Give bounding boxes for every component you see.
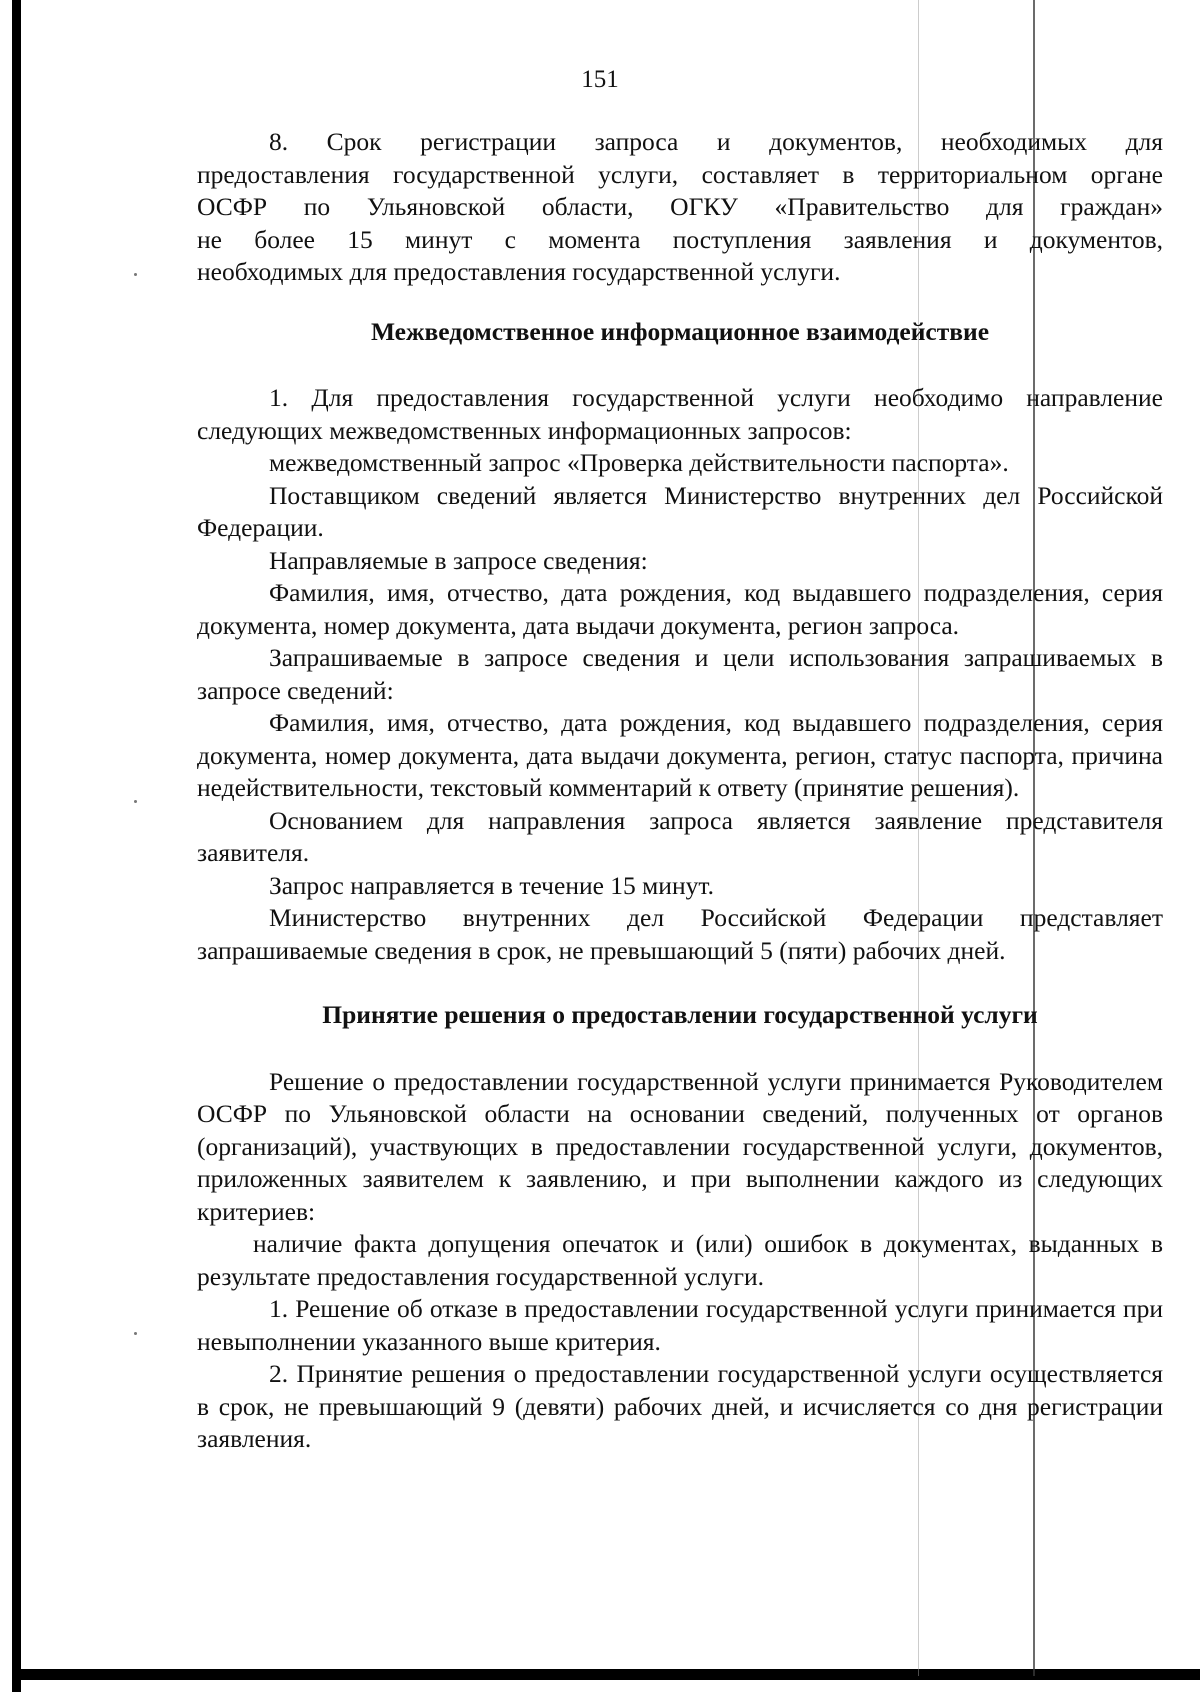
scan-speck <box>134 800 137 803</box>
scan-speck <box>134 1332 137 1335</box>
interagency-paragraph-8: Основанием для направления запроса является заявление представителя заявителя. <box>197 805 1163 867</box>
interagency-paragraph-10: Министерство внутренних дел Российской Федерации представляет запрашиваемые сведения в срок, не превышающий 5 (пяти) рабочих дней. <box>197 903 1163 965</box>
decision-paragraph-3: 1. Решение об отказе в предоставлении государственной услуги принимается при невыполнении указанного выше критерия. <box>197 1294 1163 1356</box>
page-number: 151 <box>581 66 619 93</box>
interagency-paragraph-1: 1. Для предоставления государственной услуги необходимо направление следующих межведомственных информационных запросов: <box>197 383 1163 445</box>
interagency-paragraph-2: межведомственный запрос «Проверка действительности паспорта». <box>269 448 1009 477</box>
decision-paragraph-2: наличие факта допущения опечаток и (или) ошибок в документах, выданных в результате предоставления государственной услуги. <box>197 1229 1163 1291</box>
decision-paragraph-4: 2. Принятие решения о предоставлении государственной услуги осуществляется в срок, не превышающий 9 (девяти) рабочих дней, и исчисляется со дня регистрации заявления. <box>197 1359 1163 1453</box>
scan-left-border <box>12 0 21 1692</box>
registration-line-2: предоставления государственной услуги, составляет в территориальном органе <box>197 159 1163 189</box>
registration-line-3: ОСФР по Ульяновской области, ОГКУ «Правительство для граждан» <box>197 192 1163 221</box>
interagency-paragraph-4: Направляемые в запросе сведения: <box>269 545 648 575</box>
registration-line-1: 8. Срок регистрации запроса и документов, необходимых для <box>269 127 1163 156</box>
heading-decision: Принятие решения о предоставлении государственной услуги <box>322 1000 1038 1029</box>
scan-bottom-border <box>12 1669 1200 1680</box>
heading-interagency: Межведомственное информационное взаимодействие <box>370 316 990 346</box>
interagency-paragraph-9: Запрос направляется в течение 15 минут. <box>269 870 714 900</box>
interagency-paragraph-3: Поставщиком сведений является Министерство внутренних дел Российской Федерации. <box>197 480 1163 542</box>
interagency-paragraph-5: Фамилия, имя, отчество, дата рождения, код выдавшего подразделения, серия документа, номер документа, дата выдачи документа, регион запроса. <box>197 578 1163 640</box>
registration-line-5: необходимых для предоставления государственной услуги. <box>197 257 841 286</box>
registration-line-4: не более 15 минут с момента поступления заявления и документов, <box>197 224 1163 254</box>
interagency-paragraph-6: Запрашиваемые в запросе сведения и цели использования запрашиваемых в запросе сведений: <box>197 643 1163 705</box>
interagency-paragraph-7: Фамилия, имя, отчество, дата рождения, код выдавшего подразделения, серия документа, номер документа, дата выдачи документа, регион, статус паспорта, причина недействительности, текстовый комментарий к ответу (принятие решения). <box>197 708 1163 802</box>
scan-speck <box>134 273 137 276</box>
document-body <box>197 126 1163 1456</box>
decision-paragraph-1: Решение о предоставлении государственной услуги принимается Руководителем ОСФР по Ульяновской области на основании сведений, полученных от органов (организаций), участвующих в предоставлении государственной услуги, документов, приложенных заявителем к заявлению, и при выполнении каждого из следующих критериев: <box>197 1066 1163 1226</box>
